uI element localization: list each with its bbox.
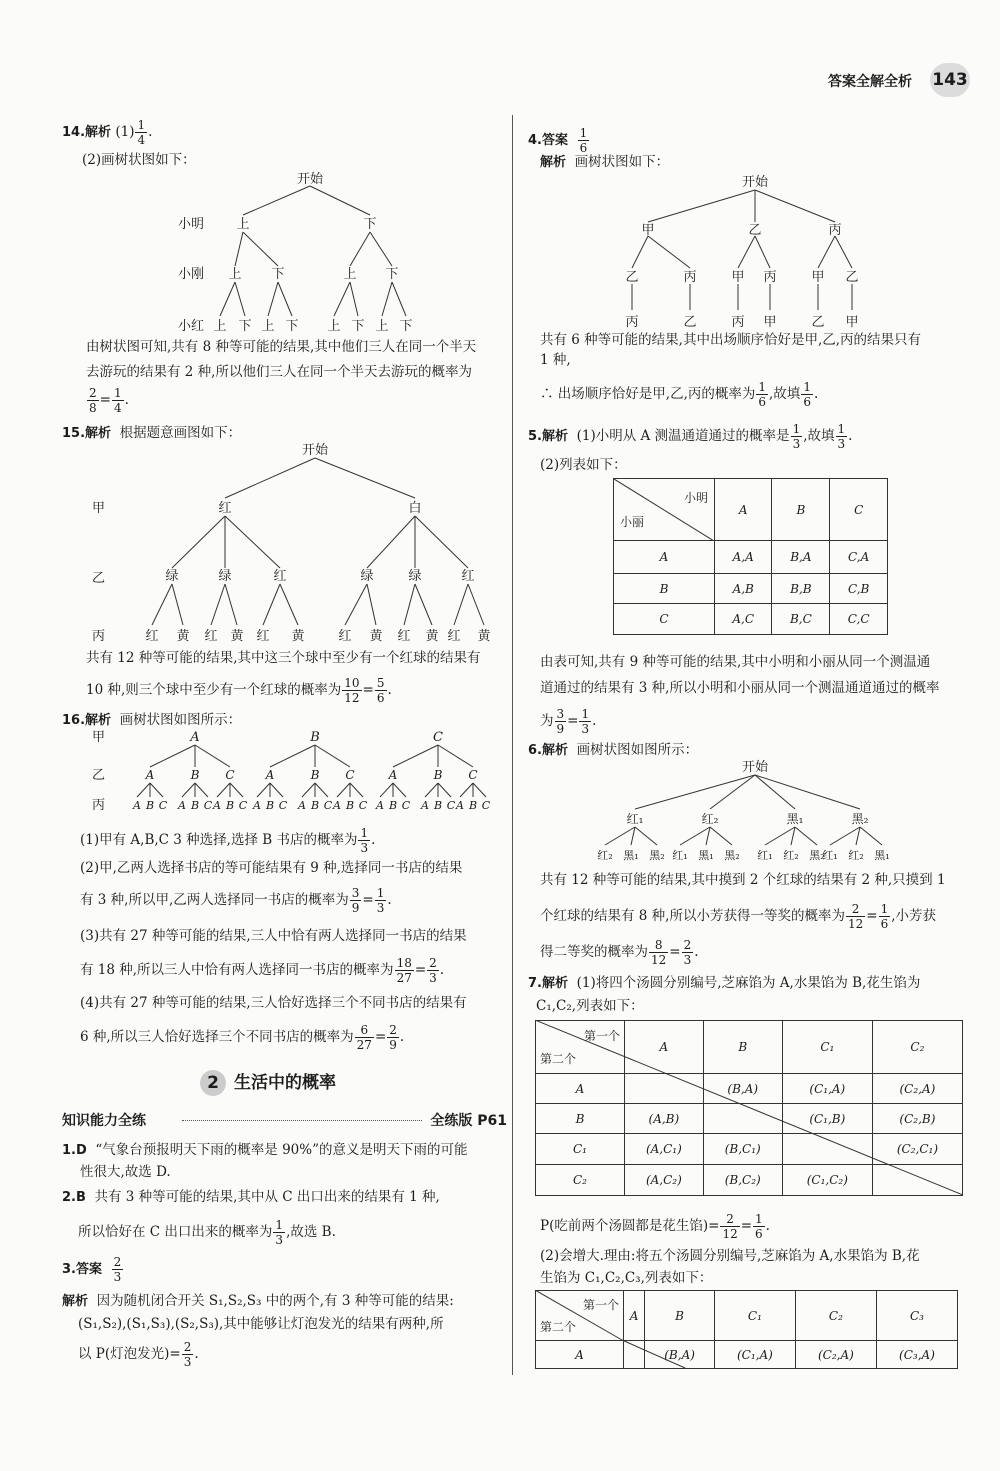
tree-branch (830, 827, 860, 845)
tree-branch (680, 827, 710, 845)
q14-text1: 由树状图可知,共有 8 种等可能的结果,其中他们三人在同一个半天 (86, 339, 477, 355)
tree-leaf: B (388, 799, 398, 812)
tree-node: 丙 (763, 270, 777, 285)
tree-branch (425, 783, 438, 797)
tree-leaf: B (265, 799, 275, 812)
tree-leaf: 红 (256, 629, 270, 644)
tree-leaf: 红 (338, 629, 352, 644)
tree-leaf: 上 (261, 319, 275, 334)
tree-leaf: C (481, 799, 491, 812)
q14-part1: (1) (115, 124, 135, 140)
tree-root: 开始 (741, 760, 769, 775)
tree-leaf: A (298, 799, 306, 812)
tree-leaf: A (133, 799, 141, 812)
table-row: C₂ (A,C₂) (B,C₂) (C₁,C₂) (536, 1165, 963, 1196)
tree-branch (150, 745, 195, 767)
tree-branch (635, 775, 755, 809)
tree-node: A (190, 730, 200, 745)
q15-text: 根据题意画图如下： (119, 425, 242, 441)
q5-line2: (2)列表如下： (540, 457, 627, 473)
tree-node: 绿 (165, 569, 179, 584)
tree-row-label: 甲 (92, 501, 106, 516)
tree-leaf: 红₁ (757, 849, 773, 862)
tree-node: 上 (236, 217, 250, 232)
tree-leaf: 乙 (683, 315, 697, 330)
col-header: B (772, 479, 830, 541)
q3-line3: (S₁,S₂),(S₁,S₃),(S₂,S₃),其中能够让灯泡发光的结果有两种,所 (78, 1316, 444, 1332)
q14-tag: 解析 (85, 125, 112, 140)
q14-frac3: $\frac{1}{4}$ (113, 386, 122, 415)
tree-node: 乙 (625, 270, 639, 285)
tree-branch (710, 775, 755, 809)
tree-leaf: B (433, 799, 443, 812)
column-divider (512, 115, 513, 1375)
q15-number: 15. (62, 426, 86, 441)
q2-line2: 所以恰好在 C 出口出来的概率为 $\frac{1}{3}$ ,故选 B. (78, 1218, 336, 1247)
tree-leaf: C (446, 799, 456, 812)
tree-leaf: B (225, 799, 235, 812)
q16-tree-diagram (80, 727, 510, 817)
q16-answer1: (1)甲有 A,B,C 3 种选择,选择 B 书店的概率为 $\frac{1}{3}$ . (80, 826, 376, 855)
tree-leaf: 红 (145, 629, 159, 644)
q3-line4: 以 P(灯泡发光)= $\frac{2}{3}$ . (78, 1340, 199, 1369)
tree-leaf: 下 (399, 319, 413, 334)
table-row: C A,C B,C C,C (614, 604, 888, 635)
tree-branch (791, 827, 795, 845)
tree-branch (438, 745, 473, 767)
q14-tree-diagram (160, 170, 440, 338)
table-row: A (B,A) (C₁,A) (C₂,A) (536, 1074, 963, 1104)
tree-branch (635, 827, 657, 845)
tree-branch (315, 783, 328, 797)
tree-node: 红₁ (626, 812, 644, 826)
q16-answer4a: (4)共有 27 种等可能的结果,三人恰好选择三个不同书店的结果有 (80, 995, 467, 1011)
tree-leaf: 丙 (731, 315, 745, 330)
tree-node: 甲 (731, 270, 745, 285)
tree-node: C (468, 768, 478, 782)
tree-leaf: 下 (351, 319, 365, 334)
tree-branch (438, 783, 451, 797)
tree-node: B (190, 768, 200, 782)
tree-node: B (310, 730, 320, 745)
q14-part2: (2)画树状图如下： (82, 152, 196, 168)
table-corner: 小明 小丽 (614, 479, 715, 541)
q1-line1: 1.D “气象台预报明天下雨的概率是 90%”的意义是明天下雨的可能 (62, 1142, 468, 1158)
tree-node: 上 (343, 267, 357, 282)
q5-text3: 由表可知,共有 9 种等可能的结果,其中小明和小丽从同一个测温通 (540, 654, 931, 670)
table-row: B (A,B) (C₁,B) (C₂,B) (536, 1104, 963, 1134)
tree-leaf: A (333, 799, 341, 812)
q4-text1: 共有 6 种等可能的结果,其中出场顺序恰好是甲,乙,丙的结果只有 (540, 332, 922, 348)
tree-root: 开始 (301, 443, 329, 458)
tree-branch (137, 783, 150, 797)
tree-branch (765, 827, 795, 845)
tree-node: 乙 (748, 223, 762, 238)
tree-leaf: 乙 (811, 315, 825, 330)
q5-text5: 为 $\frac{3}{9}$ = $\frac{1}{3}$ . (540, 707, 597, 736)
tree-leaf: 红 (204, 629, 218, 644)
tree-leaf: B (310, 799, 320, 812)
q4-text3: ∴ 出场顺序恰好是甲,乙,丙的概率为 $\frac{1}{6}$ ,故填 $\frac{1}{6}$ . (540, 380, 819, 409)
tree-node: 甲 (811, 270, 825, 285)
q2-line1: 2.B 共有 3 种等可能的结果,其中从 C 出口出来的结果有 1 种, (62, 1189, 440, 1205)
q14-result: $\frac{2}{8}$ = $\frac{1}{4}$ . (89, 386, 129, 415)
q16-answer4b: 6 种,所以三人恰好选择三个不同书店的概率为 $\frac{6}{27}$ = $\frac{2}{9}$ . (80, 1023, 405, 1052)
tree-branch (393, 783, 406, 797)
tree-branch (795, 827, 817, 845)
tree-row-label: 乙 (92, 571, 106, 586)
tree-row-label: 小刚 (178, 267, 205, 282)
tree-node: 绿 (218, 569, 232, 584)
q4-line2: 解析 画树状图如下： (540, 154, 670, 170)
tree-leaf: C (358, 799, 368, 812)
tree-leaf: 红₂ (848, 849, 864, 862)
tree-node: C (225, 768, 235, 782)
tree-node: 红 (273, 569, 287, 584)
tree-branch (605, 827, 635, 845)
tree-leaf: 黄 (291, 629, 305, 644)
tree-branch (315, 745, 350, 767)
q7-table2: 第一个 第二个 A B C₁ C₂ C₃ A (B,A) (C₁,A) (C₂,A) (C₃,A) (535, 1290, 958, 1368)
q16-answer2b: 有 3 种,所以甲,乙两人选择同一书店的概率为 $\frac{3}{9}$ = $\frac{1}{3}$ . (80, 886, 392, 915)
tree-leaf: 黄 (425, 629, 439, 644)
q5-table (613, 478, 888, 635)
tree-leaf: C (401, 799, 411, 812)
tree-row-label: 丙 (92, 629, 106, 644)
tree-leaf: 上 (213, 319, 227, 334)
tree-branch (755, 775, 860, 809)
q16-answer3b: 有 18 种,所以三人中恰有两人选择同一书店的概率为 $\frac{18}{27}$ = $\frac{2}{3}$ . (80, 956, 445, 985)
tree-branch (150, 783, 163, 797)
q5-line1: 5.解析 (1)小明从 A 测温通道通过的概率是 $\frac{1}{3}$ ,故填 $\frac{1}{3}$ . (528, 422, 853, 451)
tree-node: 红₂ (701, 812, 719, 826)
tree-leaf: C (158, 799, 168, 812)
tree-row-label: 丙 (92, 798, 106, 813)
tree-leaf: A (456, 799, 464, 812)
tree-node: 丙 (683, 270, 697, 285)
q14-text2: 去游玩的结果有 2 种,所以他们三人在同一个半天去游玩的概率为 (86, 364, 472, 380)
tree-leaf: 红 (397, 629, 411, 644)
tree-leaf: B (468, 799, 478, 812)
table-row: A A,A B,A C,A (614, 541, 888, 574)
q16-answer3a: (3)共有 27 种等可能的结果,三人中恰有两人选择同一书店的结果 (80, 928, 467, 944)
tree-node: 甲 (641, 223, 655, 238)
q6-line1: 6.解析 画树状图如图所示： (528, 742, 699, 758)
tree-node: 红 (461, 569, 475, 584)
q14-number: 14. (62, 125, 86, 140)
q5-text4: 道通过的结果有 3 种,所以小明和小丽从同一个测温通道通过的概率 (540, 680, 940, 696)
q6-text3: 得二等奖的概率为 $\frac{8}{12}$ = $\frac{2}{3}$ . (540, 938, 699, 967)
q3-line1: 3.答案 $\frac{2}{3}$ (62, 1255, 122, 1284)
tree-branch (337, 783, 350, 797)
section-bar: 知识能力全练 全练版 P61 (62, 1113, 507, 1129)
q7-text5: 生馅为 C₁,C₂,C₃,列表如下： (540, 1270, 713, 1286)
tree-node: 绿 (408, 569, 422, 584)
tree-leaf: 黑₁ (698, 849, 714, 862)
q16-line1: 16.解析 画树状图如图所示： (62, 712, 242, 728)
q14-frac2: $\frac{2}{8}$ (89, 386, 97, 415)
tree-branch (302, 783, 315, 797)
table-row: C₁ (A,C₁) (B,C₁) (C₂,C₁) (536, 1134, 963, 1165)
tree-node: 绿 (360, 569, 374, 584)
tree-leaf: 红 (447, 629, 461, 644)
q7-text3: P(吃前两个汤圆都是花生馅)= $\frac{2}{12}$ = $\frac{1}{6}$ . (540, 1212, 770, 1241)
tree-row-label: 甲 (92, 730, 106, 745)
table-corner: 第一个 第二个 (536, 1021, 625, 1074)
q4-tree-diagram (600, 170, 900, 350)
tree-branch (217, 783, 230, 797)
q15-tree-diagram (80, 440, 510, 650)
q7-line2: C₁,C₂,列表如下： (536, 998, 644, 1014)
tree-branch (860, 827, 882, 845)
tree-branch (393, 745, 438, 767)
tree-node: B (433, 768, 443, 782)
tree-node: 黑₁ (786, 812, 804, 826)
q15-text2: 10 种,则三个球中至少有一个红球的概率为 $\frac{10}{12}$ = $\frac{5}{6}$ . (86, 676, 392, 705)
header-title: 答案全解全析 (828, 74, 912, 90)
tree-branch (230, 783, 243, 797)
tree-node: B (310, 768, 320, 782)
tree-leaf: 红₂ (597, 849, 613, 862)
tree-leaf: 黑₂ (724, 849, 740, 862)
tree-branch (270, 783, 283, 797)
section-heading: 2 生活中的概率 (200, 1068, 336, 1096)
tree-leaf: 红₂ (783, 849, 799, 862)
tree-leaf: 黄 (477, 629, 491, 644)
tree-branch (473, 783, 486, 797)
tree-branch (706, 827, 710, 845)
q15-text1: 共有 12 种等可能的结果,其中这三个球中至少有一个红球的结果有 (86, 650, 481, 666)
tree-row-label: 小明 (178, 217, 205, 232)
tree-node: 下 (271, 267, 285, 282)
tree-root: 开始 (296, 172, 324, 187)
q6-text2: 个红球的结果有 8 种,所以小芳获得一等奖的概率为 $\frac{2}{12}$ = $\frac{1}{6}$ ,小芳获 (540, 902, 936, 931)
tree-leaf: B (345, 799, 355, 812)
tree-leaf: 黄 (230, 629, 244, 644)
q14-line1: 14.解析 (1) $\frac{1}{4}$ . (62, 118, 153, 147)
tree-leaf: 黑₂ (649, 849, 665, 862)
tree-leaf: B (190, 799, 200, 812)
col-header: A (715, 479, 772, 541)
tree-leaf: 红₁ (822, 849, 838, 862)
tree-node: 丙 (828, 223, 842, 238)
tree-row-label: 小红 (178, 319, 205, 334)
tree-branch (270, 745, 315, 767)
q6-text1: 共有 12 种等可能的结果,其中摸到 2 个红球的结果有 2 种,只摸到 1 (540, 872, 946, 888)
q7-line1: 7.解析 (1)将四个汤圆分别编号,芝麻馅为 A,水果馅为 B,花生馅为 (528, 975, 921, 991)
tree-branch (710, 827, 732, 845)
tree-node: 下 (385, 267, 399, 282)
table-corner: 第一个 第二个 (536, 1291, 624, 1341)
tree-leaf: 黄 (176, 629, 190, 644)
tree-leaf: C (203, 799, 213, 812)
tree-leaf: 红₁ (672, 849, 688, 862)
tree-leaf: B (145, 799, 155, 812)
tree-leaf: A (213, 799, 221, 812)
tree-node: 白 (408, 501, 422, 516)
tree-leaf: 上 (327, 319, 341, 334)
tree-node: 上 (228, 267, 242, 282)
q16-answer2a: (2)甲,乙两人选择书店的等可能结果有 9 种,选择同一书店的结果 (80, 860, 463, 876)
tree-leaf: 黑₁ (874, 849, 890, 862)
q6-tree-diagram (585, 757, 925, 867)
q15-tag: 解析 (85, 426, 112, 441)
table-row: A (B,A) (C₁,A) (C₂,A) (C₃,A) (536, 1341, 958, 1369)
tree-leaf: 下 (285, 319, 299, 334)
tree-node: 下 (363, 217, 377, 232)
tree-leaf: 甲 (763, 315, 777, 330)
tree-branch (195, 745, 230, 767)
q7-table1: 第一个 第二个 A B C₁ C₂ A (B,A) (C₁,A) (C₂,A) B (A,B) (C₁,B) (C₂,B) C₁ (A,C₁) (B,C₁) (C₂,C₁) C₂ (A,C₂) (B,C₂) (C₁,C₂) (535, 1020, 963, 1195)
tree-leaf: 黑₁ (623, 849, 639, 862)
tree-leaf: 黑₂ (809, 849, 825, 862)
col-header: C (830, 479, 888, 541)
tree-branch (631, 827, 635, 845)
tree-branch (182, 783, 195, 797)
tree-node: C (433, 730, 443, 745)
tree-node: A (265, 768, 275, 782)
tree-node: 乙 (845, 270, 859, 285)
tree-leaf: A (421, 799, 429, 812)
tree-node: A (388, 768, 398, 782)
tree-leaf: C (238, 799, 248, 812)
tree-root: 开始 (741, 175, 769, 190)
tree-node: C (345, 768, 355, 782)
tree-node: 红 (218, 501, 232, 516)
tree-leaf: 甲 (845, 315, 859, 330)
tree-node: A (145, 768, 155, 782)
tree-branch (460, 783, 473, 797)
q4-text2: 1 种, (540, 352, 571, 368)
q3-line2: 解析 因为随机闭合开关 S₁,S₂,S₃ 中的两个,有 3 种等可能的结果: (62, 1293, 454, 1309)
q4-line1: 4.答案 $\frac{1}{6}$ (528, 126, 588, 155)
tree-branch (195, 783, 208, 797)
tree-branch (257, 783, 270, 797)
tree-leaf: 丙 (625, 315, 639, 330)
tree-branch (350, 783, 363, 797)
tree-leaf: A (376, 799, 384, 812)
tree-leaf: A (178, 799, 186, 812)
tree-node: 黑₂ (851, 812, 869, 826)
tree-leaf: A (253, 799, 261, 812)
tree-branch (856, 827, 860, 845)
q1-line2: 性很大,故选 D. (80, 1164, 171, 1180)
tree-leaf: C (323, 799, 333, 812)
tree-row-label: 乙 (92, 768, 106, 783)
tree-leaf: 上 (375, 319, 389, 334)
tree-branch (755, 775, 795, 809)
page-number: 143 (930, 63, 970, 97)
q7-text4: (2)会增大.理由:将五个汤圆分别编号,芝麻馅为 A,水果馅为 B,花 (540, 1248, 920, 1264)
tree-leaf: C (278, 799, 288, 812)
table-row: B A,B B,B C,B (614, 574, 888, 604)
tree-leaf: 黄 (369, 629, 383, 644)
tree-branch (380, 783, 393, 797)
q14-frac1: $\frac{1}{4}$ (137, 118, 146, 147)
tree-leaf: 下 (238, 319, 252, 334)
